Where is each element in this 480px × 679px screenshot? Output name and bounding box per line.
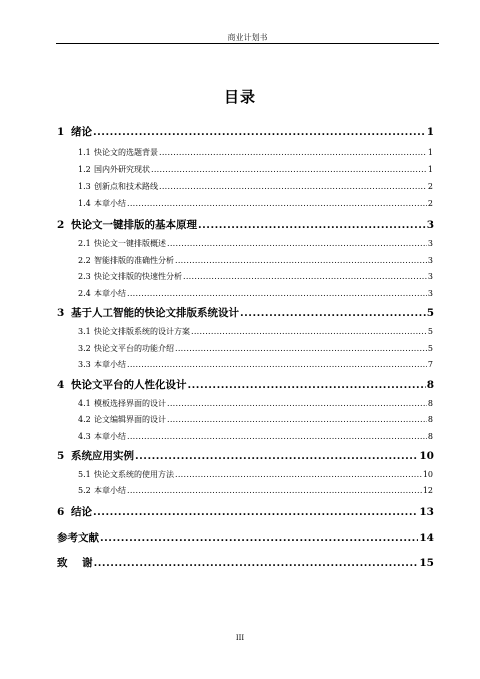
toc-text: 快论文平台的功能介绍 [94,344,174,353]
toc-text: 本章小结 [94,289,126,298]
toc-page: 7 [427,360,433,369]
toc-page: 2 [427,199,433,208]
toc-page: 5 [427,327,433,336]
toc-number: 2 [57,219,65,231]
toc-number: 3.1 [78,327,91,336]
toc-number: 1.2 [78,165,91,174]
toc-number: 4.3 [78,432,91,441]
toc-text: 系统应用实例 [71,450,134,462]
toc-page: 15 [419,557,434,569]
toc-page: 3 [427,272,433,281]
dot-leader [100,532,418,544]
toc-page: 13 [419,506,434,518]
dot-leader [159,148,427,157]
dot-leader [183,272,427,281]
page-header: 商业计划书 [227,33,268,42]
toc-text: 智能排版的准确性分析 [94,256,174,265]
toc-number: 6 [57,506,65,518]
toc-chapter-6[interactable] [57,504,434,519]
toc-text: 本章小结 [94,199,126,208]
toc-number: 2.2 [78,256,91,265]
toc-section-3-1[interactable] [78,326,433,337]
dot-leader [175,344,427,353]
toc-page: 5 [426,307,434,319]
toc-page: 10 [419,450,434,462]
toc-title: 目录 [223,88,256,106]
toc-text: 快论文排版系统的设计方案 [94,327,190,336]
toc-chapter-3[interactable] [57,305,434,320]
dot-leader [198,219,426,231]
toc-number: 4 [57,379,65,391]
toc-section-5-2[interactable] [78,485,433,496]
dot-leader [127,289,427,298]
dot-leader [93,126,426,138]
dot-leader [175,470,422,479]
toc-references[interactable] [57,530,434,545]
toc-number: 1.1 [78,148,91,157]
dot-leader [167,415,427,424]
toc-page: 10 [422,470,433,479]
toc-section-2-4[interactable] [78,288,433,299]
dot-leader [240,307,426,319]
toc-section-4-2[interactable] [78,414,433,425]
toc-text: 基于人工智能的快论文排版系统设计 [71,307,239,319]
dot-leader [127,360,427,369]
toc-page: 3 [427,289,433,298]
toc-section-2-1[interactable] [78,238,433,249]
toc-text: 创新点和技术路线 [94,182,158,191]
toc-section-4-3[interactable] [78,431,433,442]
toc-text: 绪论 [71,126,92,138]
toc-text: 论文编辑界面的设计 [94,415,166,424]
dot-leader [127,199,427,208]
toc-text: 快论文排版的快速性分析 [94,272,182,281]
toc-page: 1 [427,148,433,157]
toc-number: 3.3 [78,360,91,369]
dot-leader [127,486,422,495]
toc-chapter-4[interactable] [57,377,434,392]
dot-leader [135,450,418,462]
toc-number: 5 [57,450,65,462]
toc-text: 快论文的选题背景 [94,148,158,157]
toc-page: 1 [426,126,434,138]
toc-number: 1.4 [78,199,91,208]
toc-section-5-1[interactable] [78,469,433,480]
dot-leader [167,399,427,408]
toc-page: 8 [427,415,433,424]
toc-page: 3 [427,239,433,248]
toc-number: 5.2 [78,486,91,495]
toc-page: 3 [427,256,433,265]
toc-text: 快论文一键排版的基本原理 [71,219,197,231]
toc-text: 参考文献 [57,532,99,544]
toc-text: 本章小结 [94,432,126,441]
dot-leader [94,557,419,569]
toc-section-2-2[interactable] [78,255,433,266]
toc-number: 3.2 [78,344,91,353]
toc-section-2-3[interactable] [78,271,433,282]
toc-number: 2.3 [78,272,91,281]
toc-section-1-1[interactable] [78,147,433,158]
toc-page: 12 [422,486,433,495]
dot-leader [127,432,427,441]
toc-page: 3 [426,219,434,231]
header-rule [56,43,439,44]
toc-page: 8 [427,399,433,408]
toc-page: 8 [426,379,434,391]
toc-section-3-3[interactable] [78,359,433,370]
toc-page: 8 [427,432,433,441]
dot-leader [175,256,427,265]
toc-text: 致 谢 [57,557,93,569]
toc-text: 模板选择界面的设计 [94,399,166,408]
toc-number: 1.3 [78,182,91,191]
dot-leader [151,165,427,174]
page-number: III [235,634,245,642]
dot-leader [93,506,418,518]
toc-text: 快论文一键排版概述 [94,239,166,248]
toc-number: 4.1 [78,399,91,408]
toc-section-1-3[interactable] [78,181,433,192]
toc-text: 本章小结 [94,360,126,369]
toc-chapter-1[interactable] [57,124,434,139]
dot-leader [191,327,427,336]
toc-page: 2 [427,182,433,191]
toc-page: 5 [427,344,433,353]
toc-number: 1 [57,126,65,138]
toc-section-3-2[interactable] [78,343,433,354]
toc-acknowledgements[interactable] [57,555,434,570]
toc-text: 国内外研究现状 [94,165,150,174]
toc-text: 结论 [71,506,92,518]
dot-leader [188,379,426,391]
toc-chapter-5[interactable] [57,448,434,463]
toc-page: 14 [419,532,434,544]
toc-number: 2.1 [78,239,91,248]
toc-page: 1 [427,165,433,174]
toc-section-4-1[interactable] [78,398,433,409]
toc-number: 2.4 [78,289,91,298]
toc-section-1-2[interactable] [78,164,433,175]
toc-number: 3 [57,307,65,319]
toc-chapter-2[interactable] [57,217,434,232]
toc-text: 快论文平台的人性化设计 [71,379,187,391]
toc-text: 快论文系统的使用方法 [94,470,174,479]
dot-leader [159,182,427,191]
toc-number: 5.1 [78,470,91,479]
toc-number: 4.2 [78,415,91,424]
toc-section-1-4[interactable] [78,198,433,209]
dot-leader [167,239,427,248]
toc-text: 本章小结 [94,486,126,495]
